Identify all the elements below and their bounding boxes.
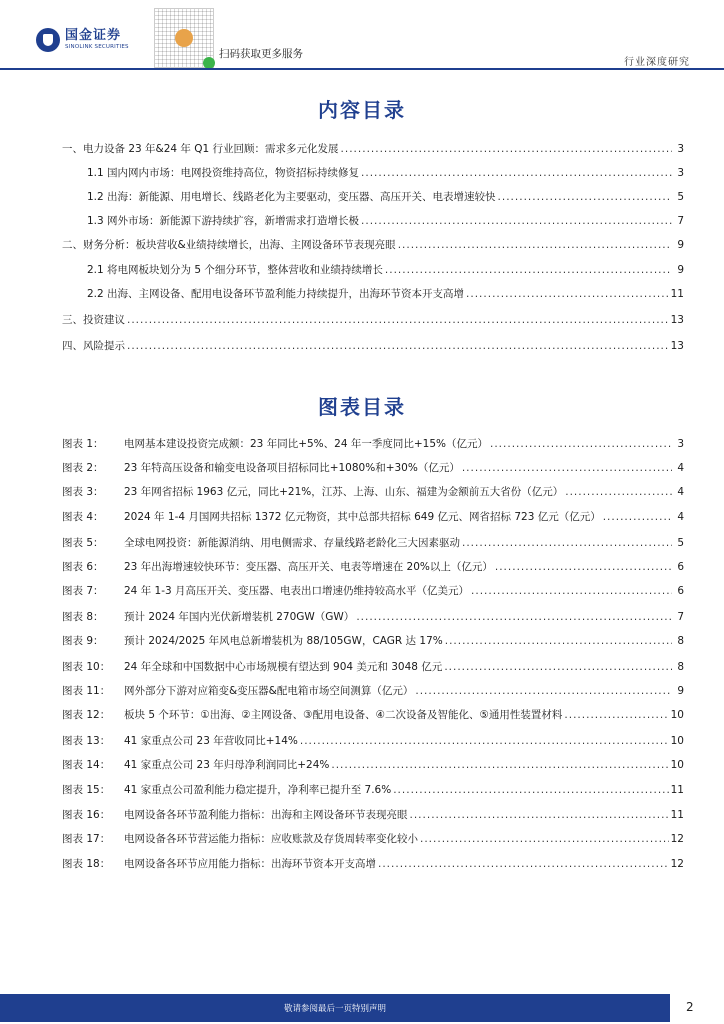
toc-item[interactable]	[87, 213, 684, 229]
toc-item[interactable]	[87, 165, 684, 181]
toc-item[interactable]	[62, 141, 684, 157]
logo-mark-icon	[36, 28, 60, 52]
figures-title: 图表目录	[318, 395, 406, 419]
figure-item[interactable]	[62, 807, 684, 823]
qr-center-icon	[175, 29, 193, 47]
figure-number: 图表 11：	[62, 685, 111, 697]
toc-item-page: 13	[670, 314, 684, 326]
figure-number: 图表 10：	[62, 661, 111, 673]
figure-number: 图表 13：	[62, 735, 111, 747]
figure-item[interactable]	[62, 559, 684, 575]
figure-label: 全球电网投资：新能源消纳、用电侧需求、存量线路老龄化三大因素驱动	[124, 537, 460, 549]
toc-item-page: 3	[677, 167, 684, 179]
logo-cn-text: 国金证券	[65, 28, 122, 43]
toc-item[interactable]	[62, 338, 684, 354]
page-header	[0, 0, 724, 66]
figure-page: 6	[677, 585, 684, 597]
toc-item-page: 7	[677, 215, 684, 227]
figure-label: 电网基本建设投资完成额：23 年同比+5%、24 年一季度同比+15%（亿元）	[124, 438, 488, 450]
figure-item[interactable]	[62, 609, 684, 625]
figure-number: 图表 5：	[62, 537, 104, 549]
page-number: 2	[686, 1000, 694, 1014]
figure-item[interactable]	[62, 856, 684, 872]
figure-label: 41 家重点公司 23 年营收同比+14%	[124, 735, 298, 747]
figure-number: 图表 14：	[62, 759, 111, 771]
toc-item-page: 11	[670, 288, 684, 300]
figure-label: 板块 5 个环节：①出海、②主网设备、③配用电设备、④二次设备及智能化、⑤通用性装置材料	[124, 709, 563, 721]
figure-item[interactable]	[62, 484, 684, 500]
figure-page: 9	[677, 685, 684, 697]
qr-code[interactable]	[154, 8, 214, 68]
figure-label: 23 年出海增速较快环节：变压器、高压开关、电表等增速在 20%以上（亿元）	[124, 561, 493, 573]
toc-item-label: 二、财务分析：板块营收&业绩持续增长，出海、主网设备环节表现亮眼	[62, 239, 396, 251]
figure-label: 23 年网省招标 1963 亿元，同比+21%，江苏、上海、山东、福建为金额前五大省份（亿元）	[124, 486, 564, 498]
figure-page: 8	[677, 661, 684, 673]
figure-item[interactable]	[62, 535, 684, 551]
toc-title: 内容目录	[318, 98, 406, 122]
figure-page: 3	[677, 438, 684, 450]
toc-item-page: 3	[677, 143, 684, 155]
company-logo	[36, 28, 129, 52]
figure-number: 图表 17：	[62, 833, 111, 845]
toc-item-label: 1.2 出海：新能源、用电增长、线路老化为主要驱动，变压器、高压开关、电表增速较快	[87, 191, 496, 203]
toc-item[interactable]	[87, 262, 684, 278]
figure-label: 2024 年 1-4 月国网共招标 1372 亿元物资，其中总部共招标 649 亿元、网省招标 723 亿元（亿元）	[124, 511, 601, 523]
figure-number: 图表 6：	[62, 561, 104, 573]
figure-label: 预计 2024 年国内光伏新增装机 270GW（GW）	[124, 611, 355, 623]
figure-page: 10	[670, 759, 684, 771]
figure-item[interactable]	[62, 707, 684, 723]
toc-item-label: 1.3 网外市场：新能源下游持续扩容，新增需求打造增长极	[87, 215, 360, 227]
figure-item[interactable]	[62, 460, 684, 476]
figure-item[interactable]	[62, 509, 684, 525]
figure-item[interactable]	[62, 733, 684, 749]
figure-label: 网外部分下游对应箱变&变压器&配电箱市场空间测算（亿元）	[124, 685, 414, 697]
toc-item-label: 2.1 将电网板块划分为 5 个细分环节，整体营收和业绩持续增长	[87, 264, 383, 276]
figure-item[interactable]	[62, 757, 684, 773]
figure-item[interactable]	[62, 659, 684, 675]
figure-label: 23 年特高压设备和输变电设备项目招标同比+1080%和+30%（亿元）	[124, 462, 460, 474]
toc-item-label: 三、投资建议	[62, 314, 125, 326]
figure-label: 41 家重点公司盈利能力稳定提升，净利率已提升至 7.6%	[124, 784, 392, 796]
document-type: 行业深度研究	[624, 57, 690, 68]
figure-label: 预计 2024/2025 年风电总新增装机为 88/105GW，CAGR 达 17%	[124, 635, 443, 647]
figure-item[interactable]	[62, 436, 684, 452]
toc-item-label: 一、电力设备 23 年&24 年 Q1 行业回顾：需求多元化发展	[62, 143, 339, 155]
figure-item[interactable]	[62, 831, 684, 847]
figure-label: 电网设备各环节应用能力指标：出海环节资本开支高增	[124, 858, 376, 870]
figure-number: 图表 8：	[62, 611, 104, 623]
figure-number: 图表 4：	[62, 511, 104, 523]
figure-page: 10	[670, 735, 684, 747]
figure-page: 5	[677, 537, 684, 549]
footer-disclaimer: 敬请参阅最后一页特别声明	[283, 1004, 386, 1014]
figure-number: 图表 15：	[62, 784, 111, 796]
toc-item-label: 1.1 国内网内市场：电网投资维持高位，物资招标持续修复	[87, 167, 360, 179]
figure-number: 图表 16：	[62, 809, 111, 821]
toc-item[interactable]	[62, 237, 684, 253]
header-divider	[0, 68, 724, 70]
figure-page: 4	[677, 511, 684, 523]
toc-item-page: 9	[677, 264, 684, 276]
toc-item[interactable]	[62, 312, 684, 328]
toc-item-label: 2.2 出海、主网设备、配用电设备环节盈利能力持续提升，出海环节资本开支高增	[87, 288, 465, 300]
figure-item[interactable]	[62, 633, 684, 649]
toc-item-page: 5	[677, 191, 684, 203]
figure-item[interactable]	[62, 683, 684, 699]
figure-number: 图表 7：	[62, 585, 104, 597]
figure-label: 24 年全球和中国数据中心市场规模有望达到 904 美元和 3048 亿元	[124, 661, 443, 673]
figure-item[interactable]	[62, 782, 684, 798]
toc-item-page: 9	[677, 239, 684, 251]
figure-page: 7	[677, 611, 684, 623]
figure-number: 图表 9：	[62, 635, 104, 647]
figure-label: 电网设备各环节盈利能力指标：出海和主网设备环节表现亮眼	[124, 809, 408, 821]
logo-en-text: SINOLINK SECURITIES	[65, 44, 129, 50]
figure-page: 12	[670, 833, 684, 845]
qr-caption: 扫码获取更多服务	[219, 48, 303, 60]
toc-item[interactable]	[87, 286, 684, 302]
figure-page: 4	[677, 462, 684, 474]
toc-item-page: 13	[670, 340, 684, 352]
figure-page: 8	[677, 635, 684, 647]
figure-label: 电网设备各环节营运能力指标：应收账款及存货周转率变化较小	[124, 833, 418, 845]
figure-page: 10	[670, 709, 684, 721]
figure-label: 41 家重点公司 23 年归母净利润同比+24%	[124, 759, 330, 771]
figure-page: 4	[677, 486, 684, 498]
figure-item[interactable]	[62, 583, 684, 599]
figure-page: 6	[677, 561, 684, 573]
figure-number: 图表 1：	[62, 438, 104, 450]
toc-item[interactable]	[87, 189, 684, 205]
figure-label: 24 年 1-3 月高压开关、变压器、电表出口增速仍维持较高水平（亿美元）	[124, 585, 470, 597]
figure-page: 12	[670, 858, 684, 870]
figure-number: 图表 12：	[62, 709, 111, 721]
figure-number: 图表 18：	[62, 858, 111, 870]
toc-item-label: 四、风险提示	[62, 340, 125, 352]
figure-number: 图表 3：	[62, 486, 104, 498]
figure-page: 11	[670, 809, 684, 821]
figure-number: 图表 2：	[62, 462, 104, 474]
figure-page: 11	[670, 784, 684, 796]
